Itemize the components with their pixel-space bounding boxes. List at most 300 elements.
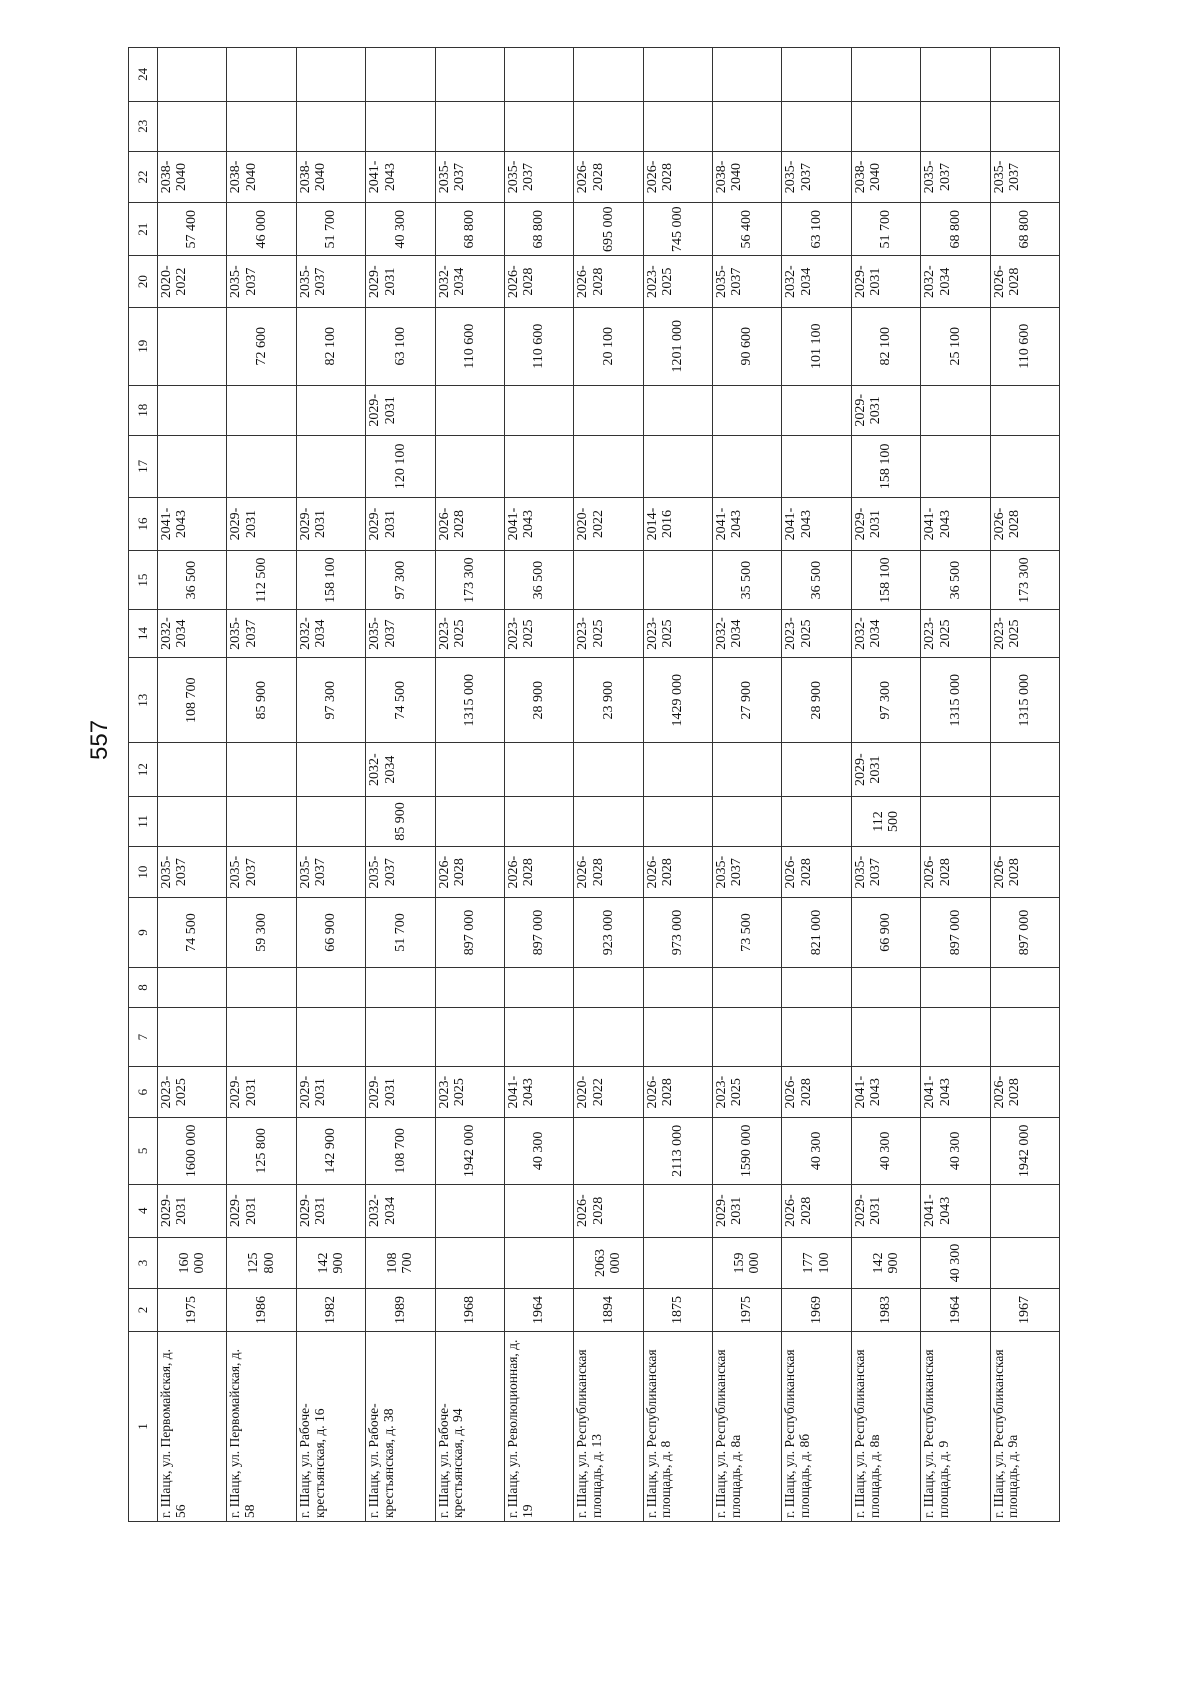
period-cell: 2026-2028 — [782, 847, 851, 898]
column-number-cell: 24 — [129, 48, 158, 102]
period-cell: 2032-2034 — [435, 256, 504, 307]
cost-cell — [782, 1008, 851, 1067]
cost-cell: 66 900 — [851, 898, 920, 967]
cost-cell — [504, 967, 573, 1008]
period-cell: 2026-2028 — [574, 151, 643, 202]
period-cell: 2041-2043 — [504, 1067, 573, 1118]
period-cell: 2026-2028 — [921, 847, 990, 898]
page-number: 557 — [86, 719, 113, 760]
period-cell: 2029-2031 — [851, 497, 920, 550]
address-cell: г. Шацк, ул. Республиканская площадь, д. 13 — [574, 1331, 643, 1521]
table-row — [158, 48, 227, 1522]
column-number-cell: 4 — [129, 1184, 158, 1237]
cost-cell — [504, 1008, 573, 1067]
period-cell: 2038-2040 — [296, 151, 365, 202]
period-cell: 2032-2034 — [158, 609, 227, 657]
cost-cell: 28 900 — [782, 658, 851, 743]
period-cell: 2026-2028 — [990, 847, 1060, 898]
period-cell: 2026-2028 — [782, 1184, 851, 1237]
cost-cell: 2113 000 — [643, 1118, 712, 1184]
cost-cell: 36 500 — [504, 551, 573, 610]
column-number-cell: 8 — [129, 967, 158, 1008]
address-cell: г. Шацк, ул. Республиканская площадь, д. 9 — [921, 1331, 990, 1521]
cost-cell — [574, 551, 643, 610]
period-cell: 2026-2028 — [435, 847, 504, 898]
year-built-cell: 1983 — [851, 1289, 920, 1332]
cost-cell — [921, 1008, 990, 1067]
cost-cell — [435, 1008, 504, 1067]
period-cell: 2032-2034 — [851, 609, 920, 657]
cost-cell — [227, 796, 296, 846]
period-cell: 2023-2025 — [158, 1067, 227, 1118]
cost-cell: 40 300 — [921, 1118, 990, 1184]
period-cell: 2035-2037 — [504, 151, 573, 202]
column-number-cell: 20 — [129, 256, 158, 307]
cost-cell: 1315 000 — [990, 658, 1060, 743]
cost-cell — [782, 48, 851, 102]
column-number-cell: 17 — [129, 435, 158, 497]
period-cell: 2029-2031 — [366, 497, 435, 550]
address-cell: г. Шацк, ул. Первомайская, д. 58 — [227, 1331, 296, 1521]
period-cell: 2029-2031 — [296, 1184, 365, 1237]
period-cell: 2026-2028 — [782, 1067, 851, 1118]
cost-cell — [643, 1008, 712, 1067]
cost-cell — [782, 967, 851, 1008]
cost-cell: 40 300 — [851, 1118, 920, 1184]
cost-cell — [713, 796, 782, 846]
cost-cell — [643, 101, 712, 151]
cost-cell — [990, 1008, 1060, 1067]
cost-cell — [158, 796, 227, 846]
table-row — [296, 48, 365, 1522]
cost-cell: 36 500 — [921, 551, 990, 610]
table-row — [227, 48, 296, 1522]
cost-cell: 1590 000 — [713, 1118, 782, 1184]
period-cell: 2041-2043 — [366, 151, 435, 202]
cost-cell: 20 100 — [574, 307, 643, 385]
cost-cell: 56 400 — [713, 203, 782, 256]
cost-cell — [435, 101, 504, 151]
period-cell — [574, 743, 643, 796]
column-number-cell: 16 — [129, 497, 158, 550]
period-cell: 2035-2037 — [158, 847, 227, 898]
period-cell: 2035-2037 — [296, 256, 365, 307]
cost-cell — [158, 307, 227, 385]
cost-cell: 112 500 — [227, 551, 296, 610]
year-built-cell: 1989 — [366, 1289, 435, 1332]
column-number-cell: 2 — [129, 1289, 158, 1332]
period-cell: 2035-2037 — [921, 151, 990, 202]
period-cell: 2035-2037 — [296, 847, 365, 898]
cost-cell — [296, 101, 365, 151]
cost-cell: 158 100 — [851, 551, 920, 610]
cost-cell: 160 000 — [158, 1237, 227, 1288]
cost-cell — [435, 796, 504, 846]
column-number-cell: 23 — [129, 101, 158, 151]
period-cell — [782, 385, 851, 435]
cost-cell: 40 300 — [504, 1118, 573, 1184]
period-cell: 2023-2025 — [435, 1067, 504, 1118]
year-built-cell: 1969 — [782, 1289, 851, 1332]
cost-cell: 125 800 — [227, 1118, 296, 1184]
period-cell — [574, 385, 643, 435]
cost-cell: 110 600 — [504, 307, 573, 385]
cost-cell: 74 500 — [158, 898, 227, 967]
period-cell: 2035-2037 — [435, 151, 504, 202]
cost-cell — [227, 967, 296, 1008]
period-cell — [643, 385, 712, 435]
period-cell: 2023-2025 — [574, 609, 643, 657]
cost-cell — [227, 101, 296, 151]
period-cell — [990, 385, 1060, 435]
period-cell: 2026-2028 — [574, 1184, 643, 1237]
cost-cell: 23 900 — [574, 658, 643, 743]
period-cell: 2023-2025 — [990, 609, 1060, 657]
cost-cell: 97 300 — [366, 551, 435, 610]
cost-cell — [504, 435, 573, 497]
cost-cell: 1315 000 — [921, 658, 990, 743]
cost-cell: 40 300 — [366, 203, 435, 256]
cost-cell: 68 800 — [990, 203, 1060, 256]
year-built-cell: 1986 — [227, 1289, 296, 1332]
column-number-cell: 14 — [129, 609, 158, 657]
period-cell: 2029-2031 — [851, 1184, 920, 1237]
cost-cell — [366, 101, 435, 151]
cost-cell — [713, 1008, 782, 1067]
period-cell: 2026-2028 — [574, 256, 643, 307]
period-cell — [713, 743, 782, 796]
column-number-cell: 15 — [129, 551, 158, 610]
year-built-cell: 1964 — [921, 1289, 990, 1332]
cost-cell — [782, 796, 851, 846]
year-built-cell: 1875 — [643, 1289, 712, 1332]
cost-cell: 159 000 — [713, 1237, 782, 1288]
year-built-cell: 1968 — [435, 1289, 504, 1332]
cost-cell — [782, 101, 851, 151]
table-row — [643, 48, 712, 1522]
period-cell: 2035-2037 — [227, 847, 296, 898]
cost-cell — [296, 48, 365, 102]
cost-cell — [227, 1008, 296, 1067]
period-cell — [504, 1184, 573, 1237]
column-number-cell: 13 — [129, 658, 158, 743]
cost-cell — [435, 48, 504, 102]
cost-cell: 897 000 — [921, 898, 990, 967]
cost-cell: 35 500 — [713, 551, 782, 610]
cost-cell: 51 700 — [296, 203, 365, 256]
cost-cell: 97 300 — [851, 658, 920, 743]
cost-cell: 63 100 — [366, 307, 435, 385]
period-cell — [227, 743, 296, 796]
column-number-cell: 12 — [129, 743, 158, 796]
column-number-header-row — [129, 48, 158, 1522]
cost-cell — [296, 435, 365, 497]
column-number-cell: 3 — [129, 1237, 158, 1288]
cost-cell: 177 100 — [782, 1237, 851, 1288]
cost-cell — [921, 48, 990, 102]
cost-cell: 1315 000 — [435, 658, 504, 743]
cost-cell: 28 900 — [504, 658, 573, 743]
cost-cell — [921, 796, 990, 846]
cost-cell: 90 600 — [713, 307, 782, 385]
period-cell: 2029-2031 — [713, 1184, 782, 1237]
period-cell: 2041-2043 — [921, 1067, 990, 1118]
cost-cell: 745 000 — [643, 203, 712, 256]
cost-cell — [643, 796, 712, 846]
address-cell: г. Шацк, ул. Первомайская, д. 56 — [158, 1331, 227, 1521]
year-built-cell: 1975 — [713, 1289, 782, 1332]
table-row — [713, 48, 782, 1522]
cost-cell: 108 700 — [366, 1237, 435, 1288]
period-cell — [504, 743, 573, 796]
cost-cell: 27 900 — [713, 658, 782, 743]
period-cell: 2032-2034 — [366, 1184, 435, 1237]
cost-cell — [713, 48, 782, 102]
cost-cell — [574, 967, 643, 1008]
period-cell: 2023-2025 — [643, 256, 712, 307]
period-cell: 2026-2028 — [990, 497, 1060, 550]
period-cell: 2026-2028 — [643, 847, 712, 898]
cost-cell: 1600 000 — [158, 1118, 227, 1184]
period-cell: 2029-2031 — [366, 1067, 435, 1118]
period-cell: 2038-2040 — [713, 151, 782, 202]
period-cell: 2023-2025 — [435, 609, 504, 657]
cost-cell: 2063 000 — [574, 1237, 643, 1288]
period-cell: 2029-2031 — [366, 256, 435, 307]
address-cell: г. Шацк, ул. Рабоче-крестьянская, д. 94 — [435, 1331, 504, 1521]
cost-cell: 73 500 — [713, 898, 782, 967]
cost-cell: 68 800 — [435, 203, 504, 256]
period-cell — [782, 743, 851, 796]
cost-cell: 68 800 — [504, 203, 573, 256]
cost-cell — [643, 551, 712, 610]
cost-cell: 36 500 — [782, 551, 851, 610]
cost-cell: 40 300 — [782, 1118, 851, 1184]
column-number-cell: 7 — [129, 1008, 158, 1067]
table-row — [921, 48, 990, 1522]
rotated-table-container — [128, 47, 1060, 1522]
address-cell: г. Шацк, ул. Революционная, д. 19 — [504, 1331, 573, 1521]
cost-cell — [574, 101, 643, 151]
period-cell — [643, 743, 712, 796]
period-cell: 2032-2034 — [366, 743, 435, 796]
cost-cell — [435, 435, 504, 497]
cost-cell — [296, 1008, 365, 1067]
column-number-cell: 18 — [129, 385, 158, 435]
cost-cell — [990, 101, 1060, 151]
address-cell: г. Шацк, ул. Республиканская площадь, д. 8а — [713, 1331, 782, 1521]
cost-cell: 82 100 — [851, 307, 920, 385]
cost-cell: 973 000 — [643, 898, 712, 967]
cost-cell: 110 600 — [435, 307, 504, 385]
period-cell — [990, 1184, 1060, 1237]
cost-cell — [574, 1008, 643, 1067]
cost-cell: 25 100 — [921, 307, 990, 385]
cost-cell: 110 600 — [990, 307, 1060, 385]
cost-cell — [990, 796, 1060, 846]
cost-cell — [921, 967, 990, 1008]
cost-cell — [366, 967, 435, 1008]
column-number-cell: 10 — [129, 847, 158, 898]
period-cell: 2041-2043 — [782, 497, 851, 550]
cost-cell: 158 100 — [851, 435, 920, 497]
period-cell: 2026-2028 — [990, 256, 1060, 307]
cost-cell: 158 100 — [296, 551, 365, 610]
period-cell: 2041-2043 — [851, 1067, 920, 1118]
cost-cell — [158, 1008, 227, 1067]
period-cell — [435, 385, 504, 435]
cost-cell: 695 000 — [574, 203, 643, 256]
period-cell: 2035-2037 — [782, 151, 851, 202]
period-cell — [921, 743, 990, 796]
period-cell — [643, 1184, 712, 1237]
cost-cell — [990, 967, 1060, 1008]
cost-cell — [713, 435, 782, 497]
cost-cell: 57 400 — [158, 203, 227, 256]
cost-cell: 1201 000 — [643, 307, 712, 385]
period-cell — [296, 385, 365, 435]
table-row — [435, 48, 504, 1522]
year-built-cell: 1964 — [504, 1289, 573, 1332]
year-built-cell: 1894 — [574, 1289, 643, 1332]
period-cell: 2023-2025 — [921, 609, 990, 657]
period-cell: 2026-2028 — [574, 847, 643, 898]
period-cell: 2023-2025 — [504, 609, 573, 657]
period-cell: 2026-2028 — [504, 847, 573, 898]
cost-cell — [366, 48, 435, 102]
cost-cell: 51 700 — [851, 203, 920, 256]
cost-cell — [990, 435, 1060, 497]
column-number-cell: 1 — [129, 1331, 158, 1521]
period-cell: 2029-2031 — [851, 385, 920, 435]
period-cell: 2029-2031 — [296, 1067, 365, 1118]
cost-cell — [574, 796, 643, 846]
address-cell: г. Шацк, ул. Рабоче-крестьянская, д. 16 — [296, 1331, 365, 1521]
period-cell — [158, 385, 227, 435]
period-cell: 2029-2031 — [851, 743, 920, 796]
cost-cell — [851, 1008, 920, 1067]
cost-cell: 120 100 — [366, 435, 435, 497]
cost-cell — [504, 48, 573, 102]
cost-cell — [643, 48, 712, 102]
period-cell: 2041-2043 — [921, 497, 990, 550]
cost-cell — [643, 435, 712, 497]
cost-cell: 1942 000 — [435, 1118, 504, 1184]
cost-cell: 108 700 — [158, 658, 227, 743]
period-cell: 2023-2025 — [643, 609, 712, 657]
period-cell: 2029-2031 — [366, 385, 435, 435]
cost-cell — [158, 48, 227, 102]
cost-cell: 85 900 — [227, 658, 296, 743]
cost-cell — [296, 967, 365, 1008]
cost-cell: 1429 000 — [643, 658, 712, 743]
period-cell: 2023-2025 — [782, 609, 851, 657]
cost-cell — [851, 101, 920, 151]
period-cell: 2038-2040 — [851, 151, 920, 202]
period-cell: 2035-2037 — [851, 847, 920, 898]
address-cell: г. Шацк, ул. Республиканская площадь, д. 8 — [643, 1331, 712, 1521]
period-cell: 2032-2034 — [296, 609, 365, 657]
cost-cell — [227, 435, 296, 497]
cost-cell — [435, 1237, 504, 1288]
period-cell: 2026-2028 — [990, 1067, 1060, 1118]
cost-cell — [574, 48, 643, 102]
column-number-cell: 11 — [129, 796, 158, 846]
cost-cell — [921, 435, 990, 497]
cost-cell: 46 000 — [227, 203, 296, 256]
cost-cell — [366, 1008, 435, 1067]
period-cell: 2041-2043 — [504, 497, 573, 550]
table-row — [782, 48, 851, 1522]
period-cell: 2032-2034 — [921, 256, 990, 307]
cost-cell — [990, 1237, 1060, 1288]
period-cell — [296, 743, 365, 796]
cost-cell: 897 000 — [990, 898, 1060, 967]
cost-cell — [296, 796, 365, 846]
period-cell — [227, 385, 296, 435]
table-row — [366, 48, 435, 1522]
period-cell: 2038-2040 — [158, 151, 227, 202]
cost-cell: 68 800 — [921, 203, 990, 256]
year-built-cell: 1982 — [296, 1289, 365, 1332]
cost-cell: 125 800 — [227, 1237, 296, 1288]
period-cell: 2023-2025 — [713, 1067, 782, 1118]
cost-cell: 97 300 — [296, 658, 365, 743]
cost-cell — [643, 1237, 712, 1288]
period-cell: 2026-2028 — [643, 1067, 712, 1118]
period-cell: 2041-2043 — [921, 1184, 990, 1237]
cost-cell: 142 900 — [296, 1118, 365, 1184]
cost-cell — [851, 967, 920, 1008]
cost-cell: 51 700 — [366, 898, 435, 967]
period-cell: 2032-2034 — [782, 256, 851, 307]
period-cell — [990, 743, 1060, 796]
period-cell: 2035-2037 — [713, 256, 782, 307]
cost-cell: 82 100 — [296, 307, 365, 385]
cost-cell — [227, 48, 296, 102]
table-row — [851, 48, 920, 1522]
cost-cell: 897 000 — [504, 898, 573, 967]
cost-cell — [504, 101, 573, 151]
cost-cell — [574, 1118, 643, 1184]
period-cell — [435, 743, 504, 796]
period-cell: 2014-2016 — [643, 497, 712, 550]
cost-cell: 40 300 — [921, 1237, 990, 1288]
period-cell: 2029-2031 — [158, 1184, 227, 1237]
period-cell: 2029-2031 — [851, 256, 920, 307]
period-cell: 2032-2034 — [713, 609, 782, 657]
cost-cell — [158, 435, 227, 497]
capital-repair-schedule-table — [128, 47, 1060, 1522]
cost-cell: 173 300 — [990, 551, 1060, 610]
cost-cell: 74 500 — [366, 658, 435, 743]
period-cell: 2041-2043 — [713, 497, 782, 550]
address-cell: г. Шацк, ул. Республиканская площадь, д. 9а — [990, 1331, 1060, 1521]
year-built-cell: 1967 — [990, 1289, 1060, 1332]
cost-cell: 923 000 — [574, 898, 643, 967]
period-cell — [713, 385, 782, 435]
period-cell — [435, 1184, 504, 1237]
cost-cell — [782, 435, 851, 497]
column-number-cell: 9 — [129, 898, 158, 967]
period-cell: 2035-2037 — [227, 609, 296, 657]
period-cell: 2026-2028 — [643, 151, 712, 202]
period-cell — [504, 385, 573, 435]
cost-cell — [851, 48, 920, 102]
period-cell: 2020-2022 — [158, 256, 227, 307]
cost-cell: 63 100 — [782, 203, 851, 256]
table-row — [574, 48, 643, 1522]
